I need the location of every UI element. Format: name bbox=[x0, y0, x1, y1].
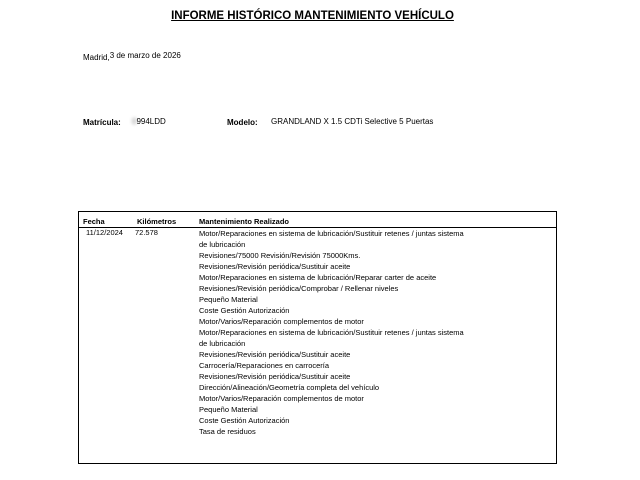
date-city: Madrid, bbox=[83, 53, 110, 62]
maintenance-line: Tasa de residuos bbox=[199, 427, 256, 436]
plate-visible: 994LDD bbox=[136, 117, 166, 126]
maintenance-line: Pequeño Material bbox=[199, 295, 258, 304]
maintenance-line: Motor/Varios/Reparación complementos de motor bbox=[199, 317, 364, 326]
header-km: Kilómetros bbox=[137, 217, 177, 226]
row-date: 11/12/2024 bbox=[86, 228, 123, 237]
maintenance-line: de lubricación bbox=[199, 240, 246, 249]
maintenance-line: Pequeño Material bbox=[199, 405, 258, 414]
maintenance-line: Motor/Reparaciones en sistema de lubricación/Sustituir retenes / juntas sistema bbox=[199, 328, 464, 337]
maintenance-line: de lubricación bbox=[199, 339, 246, 348]
maintenance-line: Revisiones/Revisión periódica/Sustituir aceite bbox=[199, 350, 351, 359]
maintenance-line: Dirección/Alineación/Geometría completa del vehículo bbox=[199, 383, 380, 392]
maintenance-line: Revisiones/Revisión periódica/Comprobar / Rellenar niveles bbox=[199, 284, 399, 293]
plate-redacted: 0 bbox=[132, 117, 137, 126]
maintenance-line: Revisiones/75000 Revisión/Revisión 75000Kms. bbox=[199, 251, 361, 260]
model-label: Modelo: bbox=[227, 118, 258, 127]
maintenance-line: Motor/Reparaciones en sistema de lubricación/Reparar carter de aceite bbox=[199, 273, 437, 282]
maintenance-line: Carrocería/Reparaciones en carrocería bbox=[199, 361, 330, 370]
maintenance-line: Motor/Reparaciones en sistema de lubricación/Sustituir retenes / juntas sistema bbox=[199, 229, 464, 238]
maintenance-line: Revisiones/Revisión periódica/Sustituir aceite bbox=[199, 372, 351, 381]
header-maintenance: Mantenimiento Realizado bbox=[199, 217, 290, 226]
row-maintenance bbox=[199, 228, 464, 437]
report-title: INFORME HISTÓRICO MANTENIMIENTO VEHÍCULO bbox=[171, 10, 454, 22]
maintenance-line: Coste Gestión Autorización bbox=[199, 416, 290, 425]
plate-value bbox=[132, 117, 166, 126]
maintenance-line: Motor/Varios/Reparación complementos de motor bbox=[199, 394, 364, 403]
maintenance-table bbox=[78, 211, 557, 464]
plate-label: Matrícula: bbox=[83, 118, 121, 127]
date-text: 3 de marzo de 2026 bbox=[109, 51, 181, 60]
report-date bbox=[83, 51, 181, 60]
model-value: GRANDLAND X 1.5 CDTi Selective 5 Puertas bbox=[271, 117, 434, 126]
maintenance-line: Coste Gestión Autorización bbox=[199, 306, 290, 315]
maintenance-line: Revisiones/Revisión periódica/Sustituir aceite bbox=[199, 262, 351, 271]
row-km: 72.578 bbox=[135, 228, 158, 237]
header-date: Fecha bbox=[83, 217, 105, 226]
